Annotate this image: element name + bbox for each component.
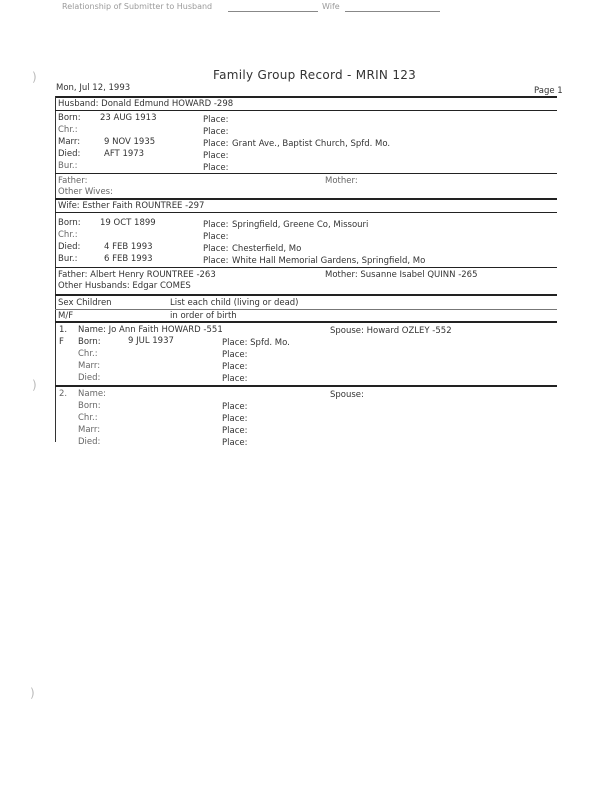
husband-heading-rule: [55, 110, 557, 111]
husband-marr-place: Grant Ave., Baptist Church, Spfd. Mo.: [232, 139, 391, 149]
child-2-born-place: Place:: [222, 402, 248, 412]
page-title: Family Group Record - MRIN 123: [213, 68, 417, 82]
husband-heading: Husband: Donald Edmund HOWARD -298: [58, 99, 234, 109]
husband-other-wives-label: Other Wives:: [58, 187, 113, 197]
husband-bur-label: Bur.:: [58, 161, 78, 171]
husband-died-label: Died:: [58, 149, 81, 159]
relationship-underline: [228, 11, 318, 12]
wife-bur-place: White Hall Memorial Gardens, Springfield, Mo: [232, 256, 426, 266]
child-1-died-place: Place:: [222, 374, 248, 384]
husband-born-label: Born:: [58, 113, 81, 123]
husband-chr-place-label: Place:: [203, 127, 229, 137]
husband-marr-place-label: Place:: [203, 139, 229, 149]
children-instruction-1: List each child (living or dead): [170, 298, 299, 308]
wife-underline: [345, 11, 440, 12]
child-2-chr-label: Chr.:: [78, 413, 98, 423]
wife-chr-place-label: Place:: [203, 232, 229, 242]
wife-father: Father: Albert Henry ROUNTREE -263: [58, 270, 216, 280]
husband-born-date: 23 AUG 1913: [100, 113, 157, 123]
wife-died-place-label: Place:: [203, 244, 229, 254]
husband-died-place-label: Place:: [203, 151, 229, 161]
husband-born-place-label: Place:: [203, 115, 229, 125]
wife-died-place: Chesterfield, Mo: [232, 244, 302, 254]
child-1-died-label: Died:: [78, 373, 101, 383]
child-2-died-place: Place:: [222, 438, 248, 448]
husband-died-date: AFT 1973: [104, 149, 145, 159]
child-1-born-place: Place: Spfd. Mo.: [222, 338, 290, 348]
child-1-marr-place: Place:: [222, 362, 248, 372]
wife-bur-date: 6 FEB 1993: [104, 254, 153, 264]
child-2-rule: [55, 385, 557, 387]
page-number: Page 1: [534, 86, 563, 96]
husband-bur-place-label: Place:: [203, 163, 229, 173]
child-1-name: Name: Jo Ann Faith HOWARD -551: [78, 325, 223, 335]
wife-born-place: Springfield, Greene Co, Missouri: [232, 220, 369, 230]
child-1-born-date: 9 JUL 1937: [128, 336, 174, 346]
child-1-number: 1.: [59, 325, 68, 335]
wife-heading: Wife: Esther Faith ROUNTREE -297: [58, 201, 205, 211]
mf-label: M/F: [58, 311, 74, 321]
husband-marr-date: 9 NOV 1935: [104, 137, 156, 147]
child-2-died-row-clipped: [55, 436, 557, 448]
child-1-chr-label: Chr.:: [78, 349, 98, 359]
wife-other-husbands: Other Husbands: Edgar COMES: [58, 281, 191, 291]
record-date: Mon, Jul 12, 1993: [56, 83, 131, 93]
child-1-spouse: Spouse: Howard OZLEY -552: [330, 326, 452, 336]
binder-mark-top: ): [32, 70, 37, 84]
binder-mark-bottom: ): [30, 686, 35, 700]
wife-chr-label: Chr.:: [58, 230, 78, 240]
husband-chr-label: Chr.:: [58, 125, 78, 135]
child-2-born-label: Born:: [78, 401, 101, 411]
relationship-label: Relationship of Submitter to Husband: [62, 2, 213, 11]
header-rule: [55, 96, 557, 98]
wife-bur-place-label: Place:: [203, 256, 229, 266]
child-2-chr-place: Place:: [222, 414, 248, 424]
child-2-name: Name:: [78, 389, 106, 399]
wife-label-top: Wife: [322, 2, 340, 11]
wife-section-rule: [55, 198, 557, 200]
wife-parents-rule: [55, 267, 557, 268]
children-instruction-2: in order of birth: [170, 311, 237, 321]
child-2-marr-label: Marr:: [78, 425, 101, 435]
child-1-chr-place: Place:: [222, 350, 248, 360]
child-1-marr-label: Marr:: [78, 361, 101, 371]
wife-born-date: 19 OCT 1899: [100, 218, 156, 228]
wife-mother: Mother: Susanne Isabel QUINN -265: [325, 270, 478, 280]
child-2-marr-place: Place:: [222, 426, 248, 436]
children-section-rule: [55, 294, 557, 296]
husband-mother-label: Mother:: [325, 176, 358, 186]
binder-mark-middle: ): [32, 378, 37, 392]
husband-parents-rule: [55, 173, 557, 174]
wife-heading-rule: [55, 212, 557, 213]
husband-marr-label: Marr:: [58, 137, 81, 147]
sex-children-label: Sex Children: [58, 298, 112, 308]
child-1-sex: F: [59, 337, 64, 347]
child-2-number: 2.: [59, 389, 68, 399]
child-1-born-label: Born:: [78, 337, 101, 347]
children-header-divider: [55, 309, 557, 310]
wife-died-label: Died:: [58, 242, 81, 252]
wife-born-label: Born:: [58, 218, 81, 228]
wife-bur-label: Bur.:: [58, 254, 78, 264]
husband-father-label: Father:: [58, 176, 88, 186]
wife-born-place-label: Place:: [203, 220, 229, 230]
child-2-died-label: Died:: [78, 437, 101, 447]
child-2-spouse: Spouse:: [330, 390, 364, 400]
wife-died-date: 4 FEB 1993: [104, 242, 153, 252]
left-border: [55, 96, 56, 442]
child-1-rule: [55, 321, 557, 323]
